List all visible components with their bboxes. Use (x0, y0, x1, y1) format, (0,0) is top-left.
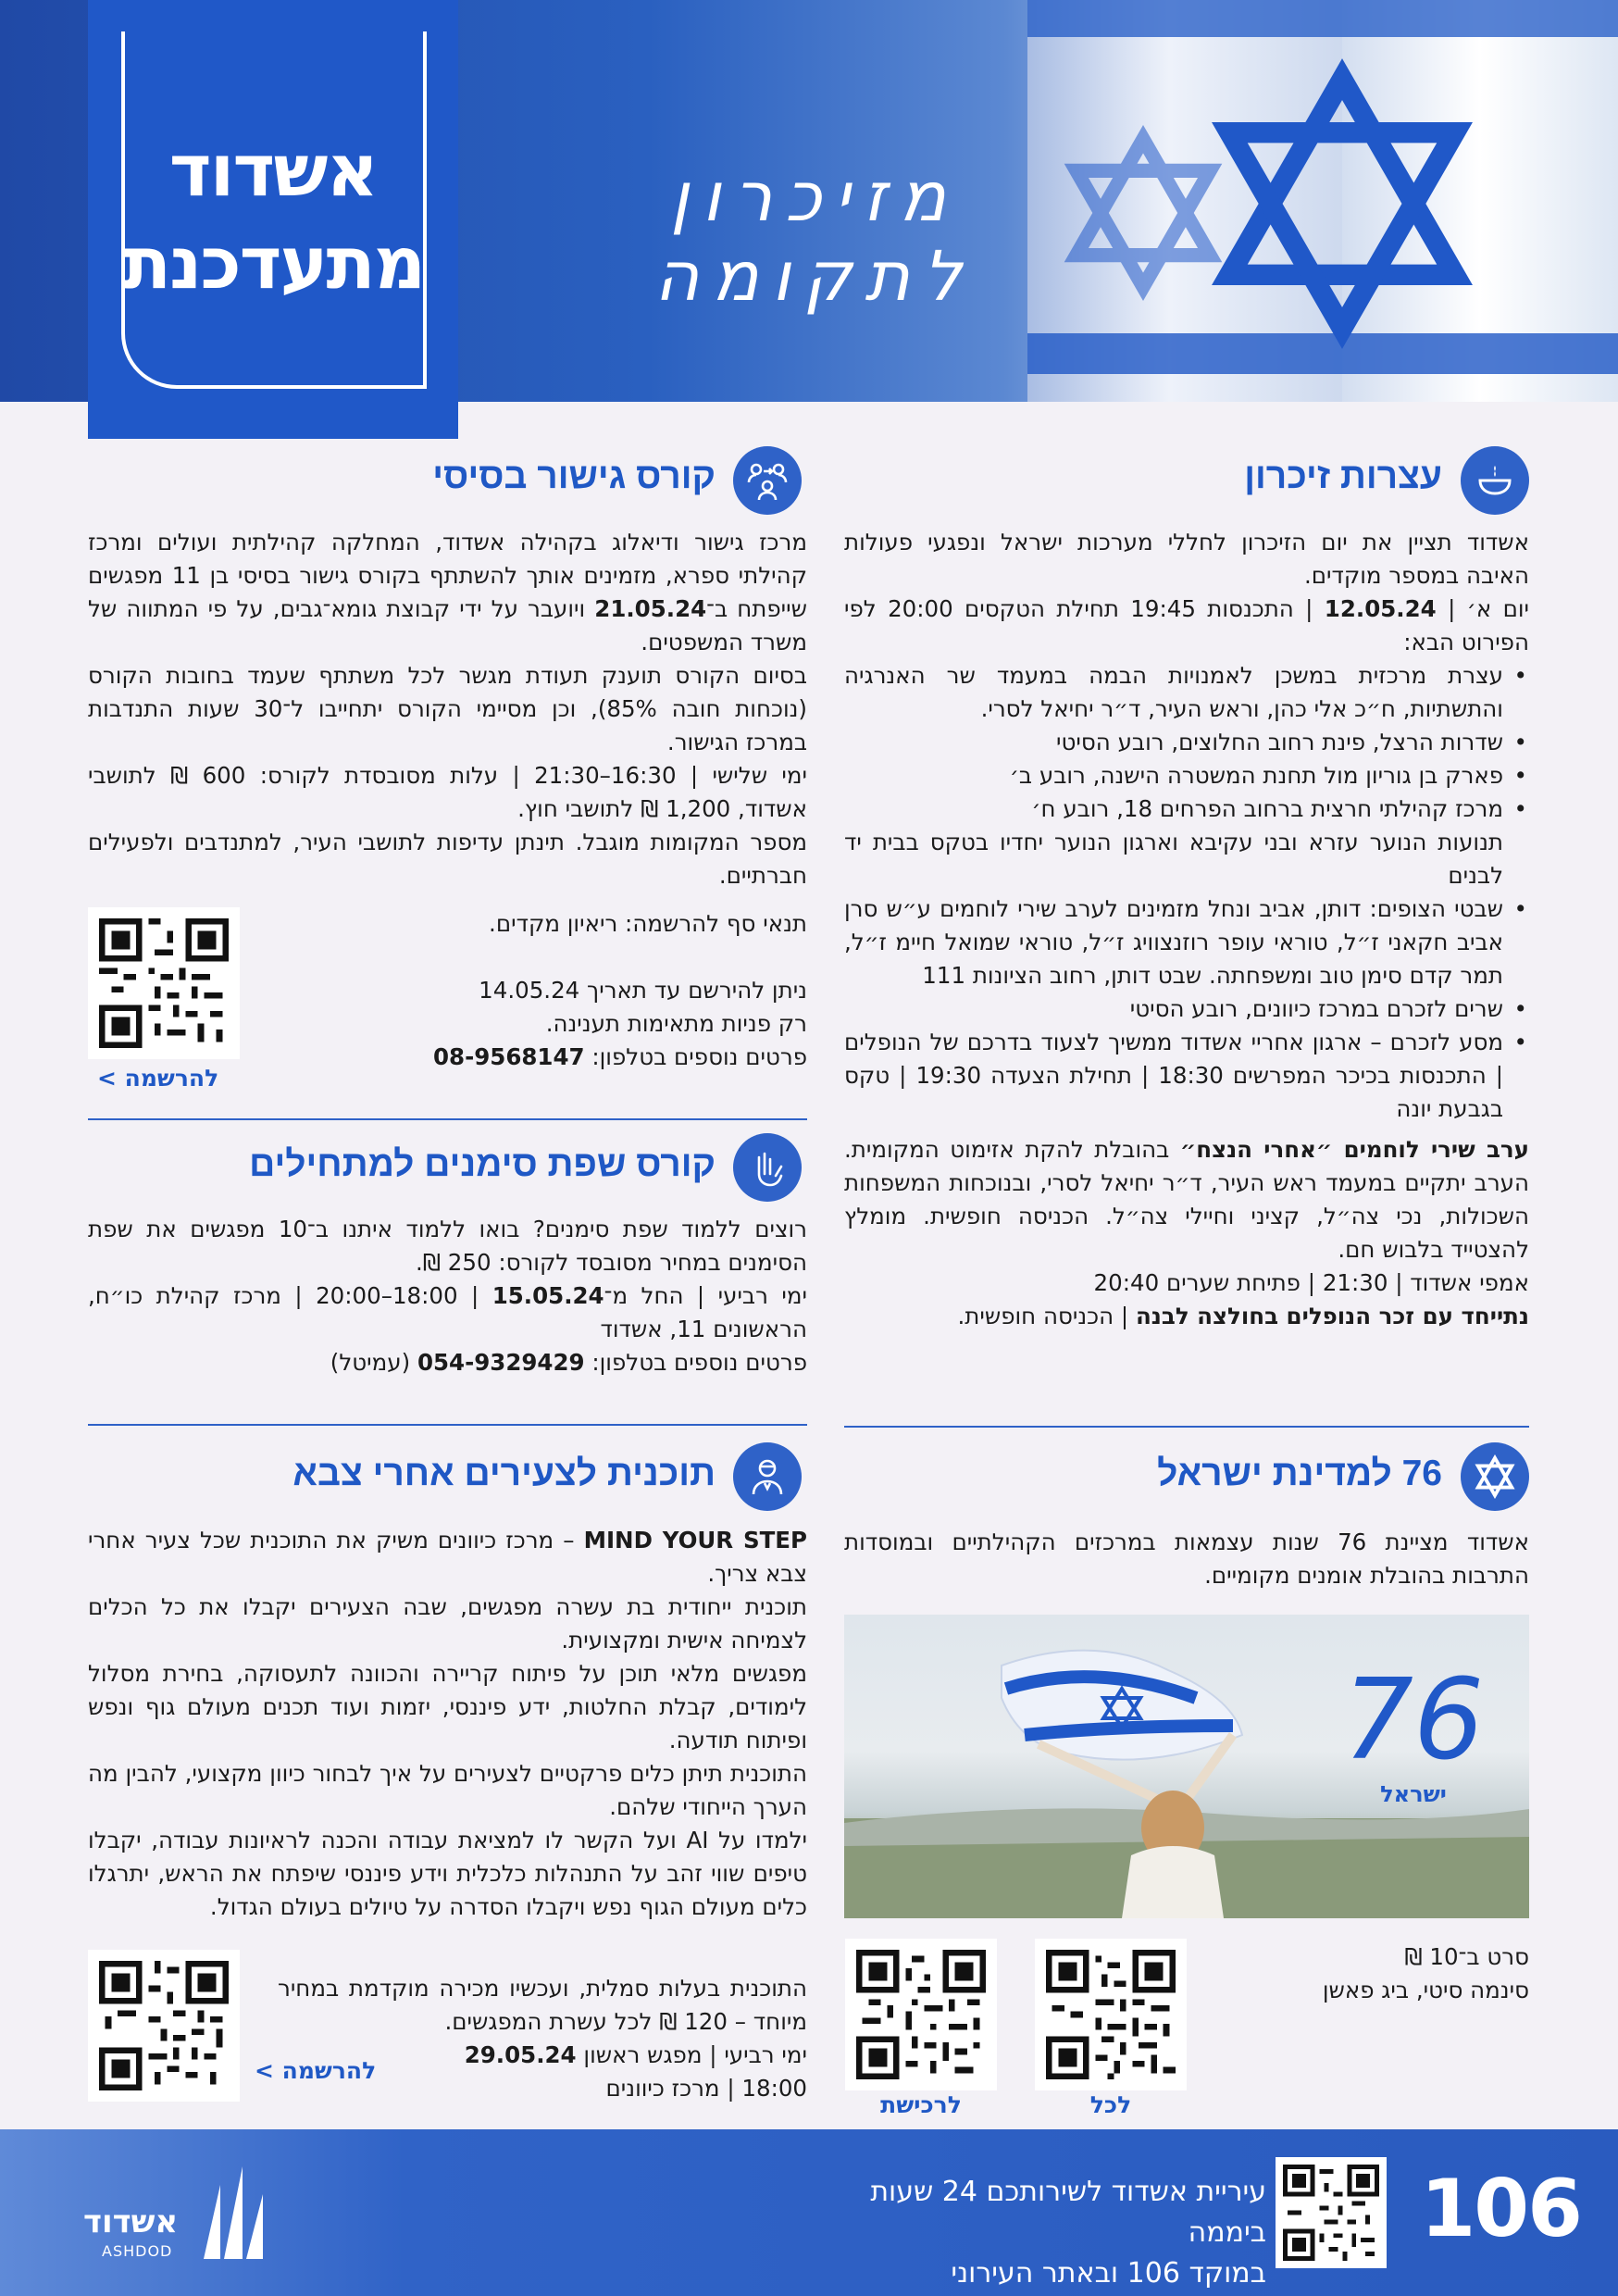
young-adults-p1: MIND YOUR STEP – מרכז כיוונים משיק את התוכנית שכל צעיר אחרי צבא צריך. (88, 1527, 807, 1587)
section-divider (88, 1118, 807, 1120)
memorial-list-item: • שרים לזכרם במרכז כיוונים, רובע הסיטי (844, 992, 1529, 1026)
young-adults-details (278, 1972, 807, 2105)
mediation-section-body (88, 526, 807, 892)
memorial-list-item: • עצרת מרכזית במשכן לאמנויות הבמה במעמד שר האנרגיה והתשתיות, ח״כ אלי כהן, וראש העיר, ד״ר יחיאל לסרי. (844, 659, 1529, 726)
footer-message (785, 2172, 1266, 2294)
section-title-sign-language: קורס שפת סימנים למתחילים (249, 1144, 716, 1184)
amphi-line: אמפי אשדוד | 21:30 | פתיחת שערים 20:40 (1093, 1269, 1529, 1296)
logo-line-2: מתעדכנת (121, 222, 425, 306)
memorial-list-item: • מסע לזכרם – ארגון אחריי אשדוד ממשיך לצעוד בדרכם של הנופלים | התכנסות בכיכר המפרשים 18:30 | תחילת הצעדה 19:30 | טקס בגבעת יונה (844, 1026, 1529, 1126)
young-adults-p4: התוכנית תיתן כלים פרקטיים לצעירים על איך לבחור כיוון מקצועי, להבין מה הערך הייחודי שלהם. (88, 1760, 807, 1820)
brand-hebrew: אשדוד (83, 2203, 179, 2240)
mediation-phone-line: פרטים נוספים בטלפון: 08-9568147 (432, 1043, 807, 1070)
mediation-p2: בסיום הקורס תוענק תעודת מגשר לכל משתתף שעמד בחובות הקורס (נוכחות חובה 85%), וכן מסיימי הקורס יתחייבו ל־30 שעות התנדבות במרכז הגישור. (88, 662, 807, 755)
qr-code-mediation[interactable] (88, 907, 240, 1059)
film-info (1287, 1940, 1529, 2007)
closing-line: נתייחד עם זכר הנופלים בחולצה לבנה | הכניסה חופשית. (957, 1303, 1529, 1329)
section-divider (844, 1426, 1529, 1428)
memorial-date-line: יום א׳ | 12.05.24 | התכנסות 19:45 תחילת הטקסים 20:00 לפי הפירוט הבא: (844, 595, 1530, 655)
section-title-memorial: עצרות זיכרון (1244, 456, 1442, 496)
memorial-list-item: • שבטי הצופים: דותן, אביב ונחל מזמינים לערב שירי לוחמים ע״ש סרן אביב חקאני ז״ל, טוראי עופר רוזנצוויג ז״ל, טוראי שמואל חיימ ז״ל, תמר קדם סימן טוב ומשפחתה. שבט דותן, רחוב הציונות 111 (844, 892, 1529, 992)
young-adults-p8: 18:00 | מרכז כיוונים (605, 2075, 807, 2102)
young-person-icon (733, 1442, 802, 1511)
footer-line-2: במוקד 106 ובאתר העירוני (951, 2257, 1266, 2290)
sign-language-phone-line: פרטים נוספים בטלפון: 054-9329429 (עמיטל) (330, 1349, 807, 1376)
register-link-mediation[interactable]: להרשמה > (97, 1065, 219, 1092)
young-adults-p2: תוכנית ייחודית בת עשרה מפגשים, שבה הצעירים יקבלו את כל הכלים לצמיחה אישית ומקצועית. (88, 1593, 807, 1653)
page-title: מזיכרון לתקומה (654, 157, 975, 317)
mediation-people-icon (733, 446, 802, 515)
young-adults-p3: מפגשים מלאי תוכן על פיתוח קריירה והכוונה לתעסוקה, בחירת מסלול לימודים, קבלת החלטות, ידע פיננסי, יזמות ועוד תכנים מעולם גוף ונפש ופיתוח תודעה. (88, 1660, 807, 1753)
logo-box (88, 0, 458, 439)
section-title-independence: 76 למדינת ישראל (1157, 1454, 1442, 1493)
sign-language-body (88, 1213, 807, 1379)
evening-text: ערב שירי לוחמים ״אחרי הנצח״ בהובלת להקת אזימוט המקומית. הערב יתקיים במעמד ראש העיר, ד״ר יחיאל לסרי, ובנוכחות המשפחות השכולות, נכי צה״ל, קציני וחיילי צה״ל. הכניסה חופשית. מומלץ להצטייד בלבוש חם. (844, 1136, 1529, 1263)
film-location: סינמה סיטי, ביג פאשן (1322, 1977, 1529, 2003)
section-title-young-adults: תוכנית לצעירים אחרי צבא (292, 1454, 716, 1493)
memorial-list-item: • שדרות הרצל, פינת רחוב החלוצים, רובע הסיטי (844, 726, 1529, 759)
qr-label-tickets[interactable]: לרכישת (880, 2091, 962, 2118)
mediation-p6: ניתן להירשם עד תאריך 14.05.24 (479, 977, 807, 1004)
independence-76-logo: 76 (1342, 1656, 1485, 1785)
independence-intro: אשדוד מציינת 76 שנות עצמאות במרכזים הקהילתיים ובמוסדות התרבות בהובלת אומנים מקומיים. (844, 1529, 1530, 1589)
young-adults-body (88, 1524, 807, 1924)
ashdod-logo (83, 2157, 268, 2268)
memorial-candle-icon (1461, 446, 1529, 515)
mediation-p3: ימי שלישי | 16:30–21:30 | עלות מסובסדת לקורס: 600 ₪ לתושבי אשדוד, 1,200 ₪ לתושבי חוץ. (88, 762, 807, 822)
independence-logo-word: ישראל (1380, 1781, 1447, 1807)
star-of-david-icon (1194, 56, 1490, 352)
memorial-list-item: • פארק בן גוריון מול תחנת המשטרה הישנה, רובע ב׳ (844, 759, 1529, 792)
logo-line-1: אשדוד (168, 130, 378, 213)
sign-language-p2: ימי רביעי | החל מ־15.05.24 | 18:00–20:00 | מרכז קהילת כו״ח, הראשונים 11, אשדוד (88, 1282, 807, 1342)
memorial-section-body (844, 526, 1529, 1333)
brand-english: ASHDOD (102, 2242, 173, 2260)
sign-language-hand-icon (733, 1133, 802, 1202)
mediation-p1: מרכז גישור ודיאלוג בקהילה אשדוד, המחלקה קהילתית ועולים ומרכז קהילתי ספרא, מזמינים אותך להשתתף בקורס גישור בסיסי בן 11 מפגשים שייפתח ב־21.05.24 ויועבר על ידי קבוצת גומא־גבים, על פי המתווה של משרד המשפטים. (88, 529, 807, 655)
flag-stripe (1027, 0, 1618, 37)
qr-label-events[interactable]: לכל (1089, 2091, 1132, 2118)
young-adults-p6: התוכנית בעלות סמלית, ועכשיו מכירה מוקדמת במחיר מיוחד – 120 ₪ לכל עשרת המפגשים. (278, 1975, 807, 2035)
young-adults-p7: ימי רביעי | מפגש ראשון 29.05.24 (464, 2041, 807, 2068)
qr-code-tickets[interactable] (845, 1939, 997, 2090)
section-title-mediation: קורס גישור בסיסי (432, 456, 716, 496)
mediation-p4: מספר המקומות מוגבל. תינתן עדיפות לתושבי העיר, למתנדבים ולפעילים חברתיים. (88, 829, 807, 889)
memorial-list-item: • מרכז קהילתי חרצית ברחוב הפרחים 18, רובע ח׳ תנועות הנוער עזרא ובני עקיבא וארגון הנוער יחדיו בטקס בבית יד לבנים (844, 792, 1529, 892)
memorial-intro: אשדוד תציין את יום הזיכרון לחללי מערכות ישראל ונפגעי פעולות האיבה במספר מוקדים. (844, 529, 1529, 589)
footer-line-1: עיריית אשדוד לשירותכם 24 שעות ביממה (870, 2176, 1266, 2249)
sign-language-p1: רוצים ללמוד שפת סימנים? בואו ללמוד איתנו ב־10 מפגשים את שפת הסימנים במחיר מסובסד לקורס: 250 ₪. (88, 1216, 807, 1276)
qr-code-footer[interactable] (1276, 2157, 1387, 2268)
mediation-section-details (352, 907, 807, 1074)
star-of-david-icon (1055, 102, 1231, 324)
young-adults-p5: ילמדו על AI ועל הקשר לו למציאת עבודה והכנה לראיונות עבודה, יקבלו טיפים שווי זהב על התנהלות כלכלית וידע פיננסי שיפתח את הראש, יתרגלו כלים מעולם הגוף נפש ויקבלו הסדרה על טיולים בעולם הגדול. (88, 1827, 807, 1920)
register-link-young-adults[interactable]: להרשמה > (255, 2057, 377, 2084)
star-of-david-icon (1461, 1442, 1529, 1511)
ashdod-sails-icon (194, 2157, 268, 2268)
independence-photo (844, 1615, 1529, 1918)
mediation-p7: רק פניות מתאימות תענינה. (545, 1010, 807, 1037)
film-price: סרט ב־10 ₪ (1404, 1943, 1529, 1970)
hotline-number: 106 (1420, 2163, 1581, 2255)
qr-code-young-adults[interactable] (88, 1950, 240, 2102)
section-divider (88, 1424, 807, 1426)
qr-code-events[interactable] (1035, 1939, 1187, 2090)
mediation-p5: תנאי סף להרשמה: ריאיון מקדים. (489, 910, 807, 937)
footer-bar (0, 2129, 1618, 2296)
